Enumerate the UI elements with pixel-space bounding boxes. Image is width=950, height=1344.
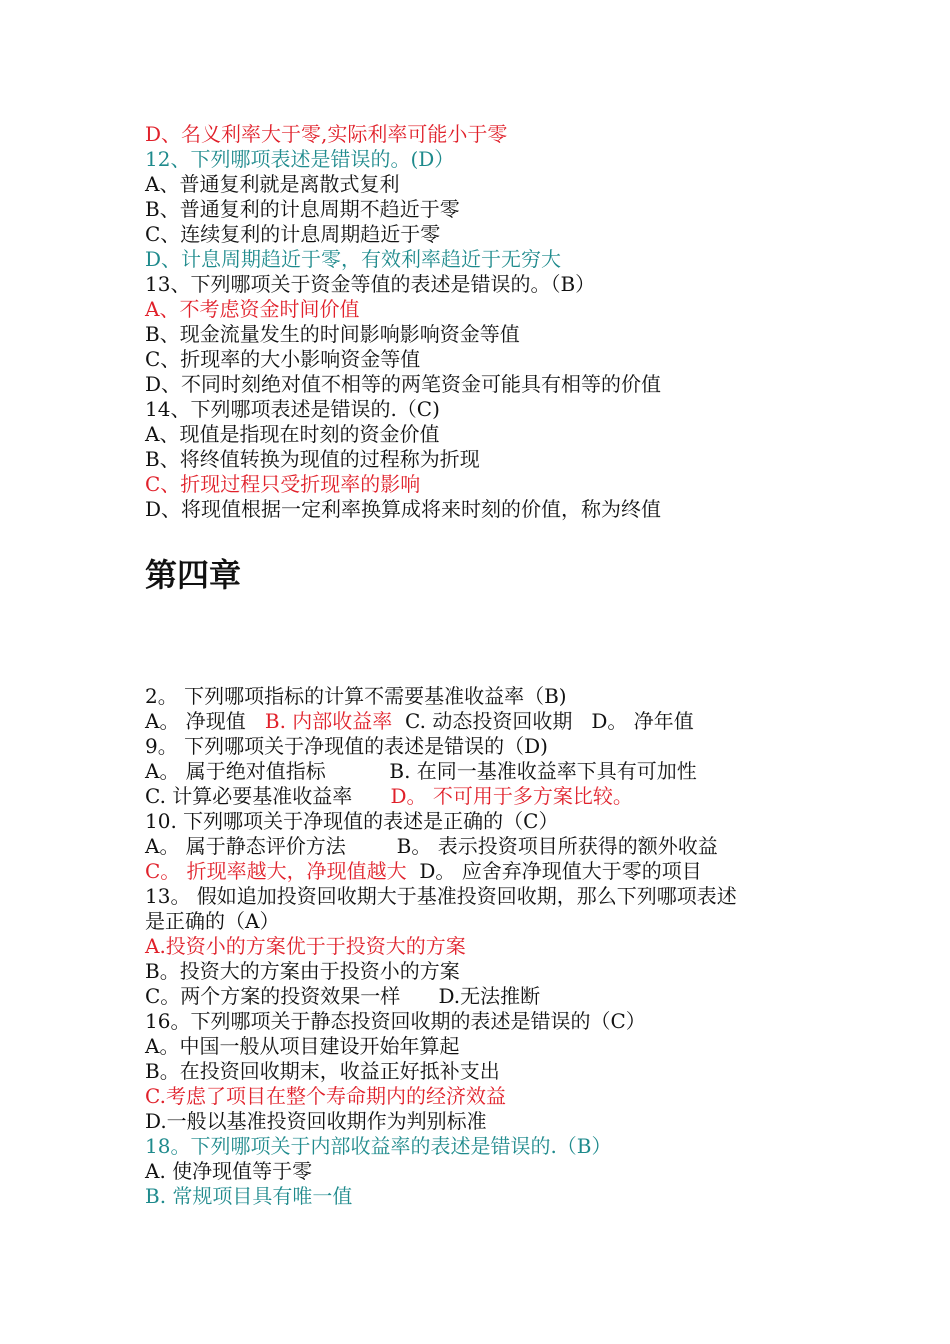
question-line: 18。下列哪项关于内部收益率的表述是错误的.（B） xyxy=(145,1134,612,1158)
question-line: 9。 下列哪项关于净现值的表述是错误的（D) xyxy=(145,734,548,758)
option-line: B、将终值转换为现值的过程称为折现 xyxy=(145,447,480,471)
option-line: A. 使净现值等于零 xyxy=(145,1159,313,1183)
option-line: B、现金流量发生的时间影响影响资金等值 xyxy=(145,322,520,346)
section-chapter4-questions xyxy=(145,684,835,1209)
option-segment: A。 净现值 xyxy=(145,709,265,733)
option-line: D、将现值根据一定利率换算成将来时刻的价值，称为终值 xyxy=(145,497,662,521)
option-line: A。 属于静态评价方法 B。 表示投资项目所获得的额外收益 xyxy=(145,834,718,858)
option-line: B。在投资回收期末，收益正好抵补支出 xyxy=(145,1059,500,1083)
answer-line: A、不考虑资金时间价值 xyxy=(145,297,360,321)
answer-line: A.投资小的方案优于于投资大的方案 xyxy=(145,934,466,958)
question-line: 是正确的（A） xyxy=(145,909,280,933)
option-line xyxy=(145,784,835,809)
answer-line: D、计息周期趋近于零，有效利率趋近于无穷大 xyxy=(145,247,562,271)
option-line: B、普通复利的计息周期不趋近于零 xyxy=(145,197,460,221)
option-segment: D。 应舍弃净现值大于零的项目 xyxy=(406,859,702,883)
answer-line: C.考虑了项目在整个寿命期内的经济效益 xyxy=(145,1084,506,1108)
option-line xyxy=(145,709,835,734)
option-line: C。两个方案的投资效果一样 D.无法推断 xyxy=(145,984,541,1008)
option-line: C、连续复利的计息周期趋近于零 xyxy=(145,222,441,246)
question-line: 10. 下列哪项关于净现值的表述是正确的（C） xyxy=(145,809,559,833)
option-line: D.一般以基准投资回收期作为判别标准 xyxy=(145,1109,487,1133)
option-segment: C. 动态投资回收期 D。 净年值 xyxy=(392,709,694,733)
option-line: A。 属于绝对值指标 B. 在同一基准收益率下具有可加性 xyxy=(145,759,697,783)
option-line: B。投资大的方案由于投资小的方案 xyxy=(145,959,460,983)
answer-segment: D。 不可用于多方案比较。 xyxy=(390,784,633,808)
option-line: A、现值是指现在时刻的资金价值 xyxy=(145,422,440,446)
question-line: 13。 假如追加投资回收期大于基准投资回收期，那么下列哪项表述 xyxy=(145,884,737,908)
answer-segment: B. 内部收益率 xyxy=(264,709,393,733)
chapter-heading: 第四章 xyxy=(145,556,242,594)
question-line: 13、下列哪项关于资金等值的表述是错误的。（B） xyxy=(145,272,596,296)
question-line: 16。下列哪项关于静态投资回收期的表述是错误的（C） xyxy=(145,1009,646,1033)
section-chapter3-questions xyxy=(145,122,835,522)
option-line xyxy=(145,859,835,884)
answer-segment: C。 折现率越大，净现值越大 xyxy=(145,859,407,883)
question-line: 12、下列哪项表述是错误的。(D） xyxy=(145,147,455,171)
option-line: C、折现率的大小影响资金等值 xyxy=(145,347,421,371)
question-line: 14、下列哪项表述是错误的.（C) xyxy=(145,397,440,421)
spacer xyxy=(145,595,835,684)
document-page xyxy=(145,122,835,1209)
option-segment: C. 计算必要基准收益率 xyxy=(145,784,391,808)
question-line: 2。 下列哪项指标的计算不需要基准收益率（B) xyxy=(145,684,567,708)
option-line: A。中国一般从项目建设开始年算起 xyxy=(145,1034,460,1058)
answer-line: D、名义利率大于零,实际利率可能小于零 xyxy=(145,122,508,146)
answer-line: C、折现过程只受折现率的影响 xyxy=(145,472,421,496)
option-line: D、不同时刻绝对值不相等的两笔资金可能具有相等的价值 xyxy=(145,372,662,396)
answer-line: B. 常规项目具有唯一值 xyxy=(145,1184,353,1208)
option-line: A、普通复利就是离散式复利 xyxy=(145,172,400,196)
